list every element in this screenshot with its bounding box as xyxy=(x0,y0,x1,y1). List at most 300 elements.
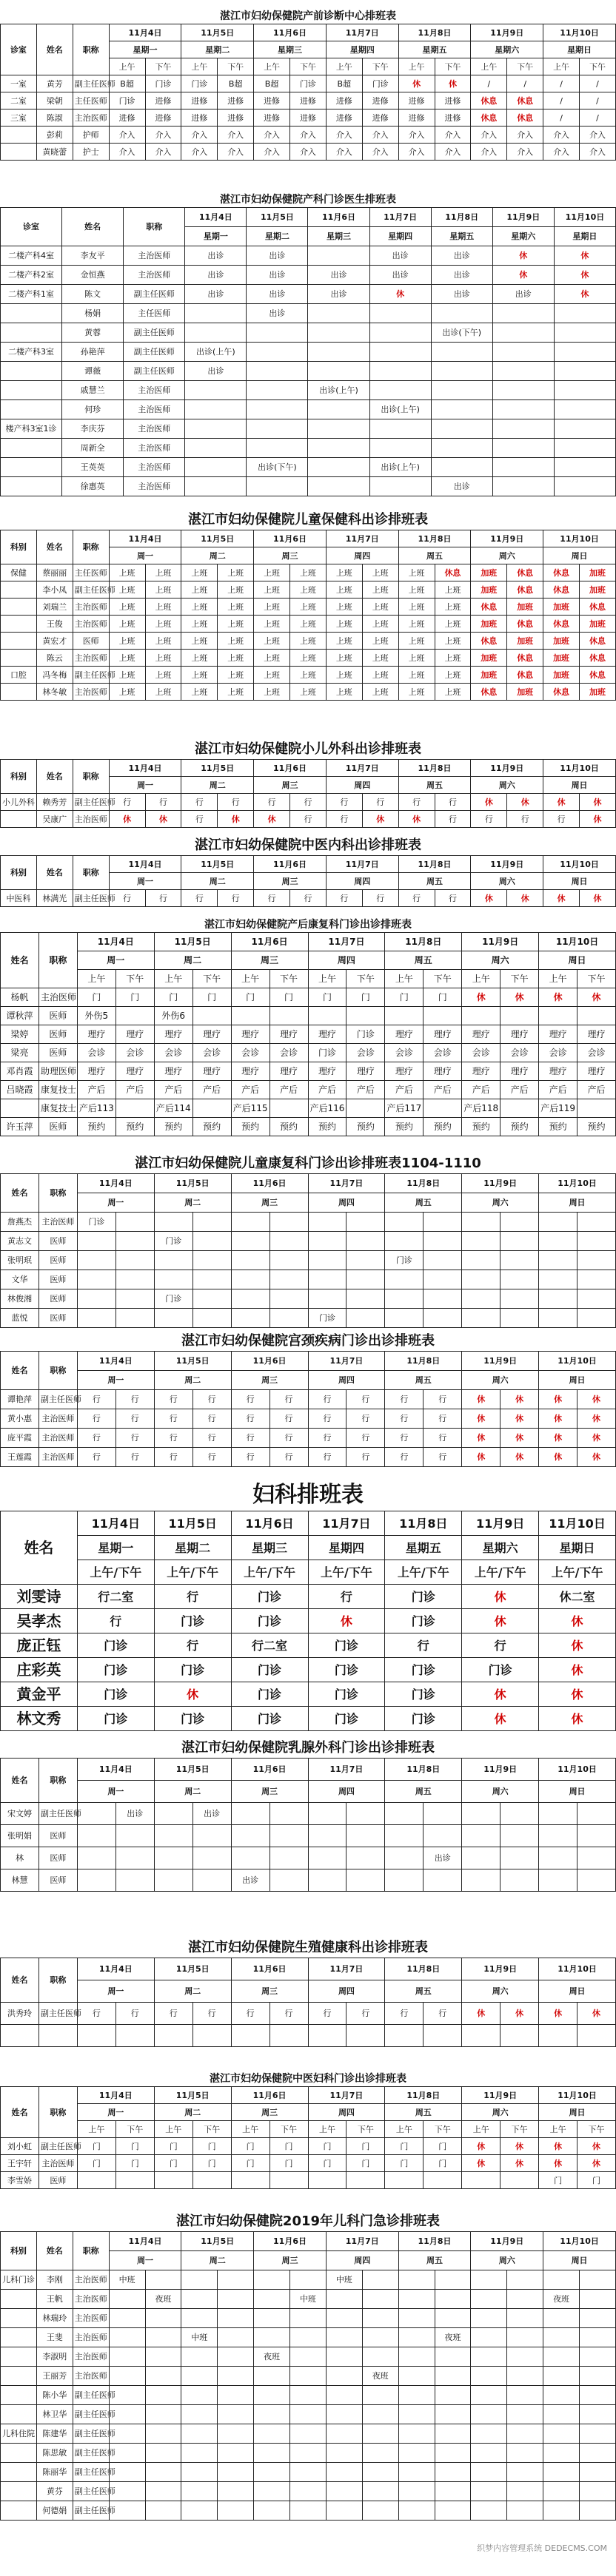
table-cell: 何德娟 xyxy=(36,2501,73,2521)
am-header: 上午 xyxy=(385,2121,424,2138)
table-cell xyxy=(308,1825,346,1847)
table-cell xyxy=(231,1270,270,1289)
table-cell: 二室 xyxy=(1,92,37,109)
table-cell xyxy=(116,2172,154,2189)
table-cell: 上班 xyxy=(109,581,145,599)
date-header: 11月10日 xyxy=(539,1958,616,1980)
table-cell: 行 xyxy=(77,1448,116,1467)
table-cell xyxy=(145,2501,181,2521)
table-cell: / xyxy=(471,75,507,92)
pm-header: 下午 xyxy=(346,970,385,988)
table-cell xyxy=(1,2405,37,2424)
table-cell: 休息 xyxy=(507,616,543,633)
date-header: 11月10日 xyxy=(543,530,616,547)
am-header: 上午 xyxy=(77,970,116,988)
table-cell: 出诊(下午) xyxy=(247,458,308,477)
date-header: 11月8日 xyxy=(385,1174,462,1193)
table-cell: 休 xyxy=(539,1633,616,1658)
table-cell: 行 xyxy=(181,811,218,828)
table-cell: 休 xyxy=(492,266,554,285)
date-header: 11月10日 xyxy=(539,1352,616,1371)
cervical-table xyxy=(0,1351,616,1467)
table-row xyxy=(1,1025,616,1044)
table-cell: 出诊 xyxy=(231,1869,270,1892)
table-row xyxy=(1,1847,616,1869)
table-cell xyxy=(181,2347,218,2367)
table-cell: 林俊湘 xyxy=(1,1289,39,1309)
table-cell: 产后 xyxy=(231,1081,270,1099)
table-cell: 休息 xyxy=(471,633,507,650)
table-cell: 副主任医师 xyxy=(38,1803,77,1825)
table-cell xyxy=(270,2025,308,2047)
table-cell: 产后117 xyxy=(385,1099,424,1118)
table-row xyxy=(1,1390,616,1409)
date-header: 11月5日 xyxy=(154,1511,231,1536)
table-cell xyxy=(192,1213,231,1232)
weekday-header: 周六 xyxy=(462,1781,539,1803)
table-cell: 行 xyxy=(154,1633,231,1658)
table-cell xyxy=(346,2025,385,2047)
table-cell: 进修 xyxy=(145,92,181,109)
pm-header: 下午 xyxy=(424,970,462,988)
table-cell: 门诊 xyxy=(385,1609,462,1633)
table-cell xyxy=(181,2501,218,2521)
table-cell: 理疗 xyxy=(578,1062,616,1081)
table-cell: 上班 xyxy=(218,684,254,701)
table-cell xyxy=(218,2328,254,2347)
weekday-header: 周四 xyxy=(308,1980,385,2003)
table-cell xyxy=(218,2367,254,2386)
table-cell: 詹燕杰 xyxy=(1,1213,39,1232)
table-cell xyxy=(185,381,247,400)
table-row xyxy=(1,2290,616,2309)
table-cell: 预约 xyxy=(385,1118,424,1136)
table-cell xyxy=(154,1803,192,1825)
table-cell xyxy=(116,1309,154,1328)
table-cell xyxy=(507,2290,543,2309)
weekday-header: 周三 xyxy=(254,547,327,564)
table-cell: 王英英 xyxy=(62,458,124,477)
table-cell: 上班 xyxy=(218,633,254,650)
table-row xyxy=(1,2172,616,2189)
table-cell: 介入 xyxy=(326,127,362,144)
table-cell xyxy=(326,2405,362,2424)
table-cell: 夜班 xyxy=(145,2290,181,2309)
table-cell: 主治医师 xyxy=(38,2155,77,2172)
table-cell xyxy=(192,1847,231,1869)
table-row xyxy=(1,2025,616,2047)
weekday-header: 周五 xyxy=(385,1781,462,1803)
table-cell: / xyxy=(543,75,580,92)
table-cell: 会诊 xyxy=(578,1044,616,1062)
table-cell xyxy=(308,1007,346,1025)
table-cell: 上班 xyxy=(218,616,254,633)
table-cell: 会诊 xyxy=(462,1044,500,1062)
table-cell xyxy=(462,2172,500,2189)
table-cell xyxy=(181,2463,218,2482)
table-cell: 二楼产科2室 xyxy=(1,266,62,285)
table-cell xyxy=(270,1825,308,1847)
date-header: 11月4日 xyxy=(77,1174,154,1193)
table-cell: 加班 xyxy=(471,650,507,667)
tcm-section xyxy=(0,836,616,907)
table-cell: 加班 xyxy=(580,564,616,581)
table-cell: 休息 xyxy=(507,581,543,599)
table-cell: 冯冬梅 xyxy=(36,667,73,684)
table-cell xyxy=(270,1251,308,1270)
table-cell: 黄宏才 xyxy=(36,633,73,650)
date-header: 11月10日 xyxy=(543,2232,616,2251)
table-row xyxy=(1,1707,616,1731)
table-cell: 医师 xyxy=(38,1118,77,1136)
table-cell: 行 xyxy=(308,1409,346,1429)
header-row xyxy=(1,951,616,970)
table-cell: 蓝悦 xyxy=(1,1309,39,1328)
table-cell: 理疗 xyxy=(462,1062,500,1081)
breast-section xyxy=(0,1739,616,1892)
table-cell: 出诊 xyxy=(185,285,247,304)
table-cell: 休 xyxy=(539,1609,616,1633)
table-cell xyxy=(471,2463,507,2482)
table-cell: 孙艳萍 xyxy=(62,343,124,362)
table-cell xyxy=(192,1270,231,1289)
table-cell: 行 xyxy=(116,1409,154,1429)
table-cell: 休息 xyxy=(580,667,616,684)
table-cell xyxy=(462,1309,500,1328)
table-cell: 黄志文 xyxy=(1,1232,39,1251)
table-cell xyxy=(1,304,62,323)
table-cell xyxy=(308,1869,346,1892)
table-cell: 主治医师 xyxy=(73,2309,109,2328)
weekday-header: 周二 xyxy=(181,873,254,890)
table-cell xyxy=(385,1213,424,1232)
table-cell: 中医科 xyxy=(1,890,37,907)
am-header: 上午 xyxy=(398,58,435,75)
weekday-header: 周六 xyxy=(462,2104,539,2121)
table-cell: 门诊 xyxy=(308,1658,385,1682)
date-header: 11月5日 xyxy=(154,2087,231,2104)
table-cell xyxy=(462,1289,500,1309)
table-cell: 医师 xyxy=(38,1289,77,1309)
table-cell xyxy=(231,1251,270,1270)
table-row xyxy=(1,1062,616,1081)
column-header: 姓名 xyxy=(1,933,39,988)
table-cell: 介入 xyxy=(435,144,471,161)
table-cell: 介入 xyxy=(290,127,327,144)
table-row xyxy=(1,2155,616,2172)
table-cell xyxy=(507,2386,543,2405)
table-cell: 预约 xyxy=(192,1118,231,1136)
table-cell: 预约 xyxy=(231,1118,270,1136)
table-cell: 副主任医师 xyxy=(38,1390,77,1409)
table-cell: 休 xyxy=(462,1682,539,1707)
table-cell: B超 xyxy=(218,75,254,92)
table-cell: 上班 xyxy=(181,581,218,599)
table-cell xyxy=(424,2025,462,2047)
date-header: 11月8日 xyxy=(398,24,471,41)
table-cell xyxy=(145,2463,181,2482)
table-cell: 上班 xyxy=(398,667,435,684)
table-cell xyxy=(77,1309,116,1328)
table-cell: 主治医师 xyxy=(124,266,185,285)
table-cell xyxy=(109,2367,145,2386)
table-row xyxy=(1,988,616,1007)
table-cell: 休 xyxy=(580,890,616,907)
pm-header: 下午 xyxy=(578,2121,616,2138)
table-cell xyxy=(270,1847,308,1869)
table-cell: 陈思敏 xyxy=(36,2444,73,2463)
column-header: 职称 xyxy=(73,856,109,890)
cervical-section xyxy=(0,1332,616,1467)
table-cell: 邓肖霞 xyxy=(1,1062,39,1081)
table-cell xyxy=(346,1099,385,1118)
table-cell: 三室 xyxy=(1,109,37,127)
column-header: 诊室 xyxy=(1,208,62,246)
header-row xyxy=(1,1511,616,1536)
table-cell: 行 xyxy=(116,1390,154,1409)
table-cell xyxy=(580,2424,616,2444)
table-cell xyxy=(554,323,615,343)
table-cell xyxy=(462,1825,500,1847)
weekday-header: 周三 xyxy=(231,1371,308,1390)
table-cell: 门诊 xyxy=(77,1682,154,1707)
section-title: 湛江市妇幼保健院产后康复科门诊出诊排班表 xyxy=(204,919,412,931)
table-cell: 上班 xyxy=(362,616,398,633)
table-cell xyxy=(539,1847,578,1869)
table-cell: 产后 xyxy=(462,1081,500,1099)
table-cell xyxy=(308,439,369,458)
table-cell xyxy=(539,1251,578,1270)
table-cell xyxy=(424,1289,462,1309)
table-cell: 上班 xyxy=(326,564,362,581)
table-cell: 门诊 xyxy=(308,1682,385,1707)
table-cell: 产后 xyxy=(154,1081,192,1099)
table-cell: B超 xyxy=(326,75,362,92)
table-cell: 介入 xyxy=(254,127,290,144)
table-cell xyxy=(578,1803,616,1825)
table-cell xyxy=(218,2501,254,2521)
table-cell xyxy=(346,2172,385,2189)
table-cell: 理疗 xyxy=(116,1025,154,1044)
table-row xyxy=(1,2309,616,2328)
reproductive-table xyxy=(0,1958,616,2047)
table-cell: 上班 xyxy=(290,633,327,650)
table-cell xyxy=(1,127,37,144)
table-cell xyxy=(435,2386,471,2405)
table-cell: 休 xyxy=(580,794,616,811)
table-cell xyxy=(500,1847,539,1869)
table-cell: 进修 xyxy=(254,109,290,127)
table-cell: 张明娟 xyxy=(1,1825,39,1847)
table-cell xyxy=(362,2309,398,2328)
table-row xyxy=(1,616,616,633)
table-row xyxy=(1,1270,616,1289)
table-cell xyxy=(308,343,369,362)
table-cell: 会诊 xyxy=(154,1044,192,1062)
table-cell: 介入 xyxy=(398,127,435,144)
table-cell xyxy=(1,2463,37,2482)
table-cell xyxy=(500,2025,539,2047)
doctor-name: 庞正钰 xyxy=(1,1633,78,1658)
table-cell: / xyxy=(580,109,616,127)
table-cell: 行 xyxy=(154,1448,192,1467)
table-cell: 副主任医师 xyxy=(73,2405,109,2424)
date-header: 11月4日 xyxy=(109,2232,181,2251)
table-cell: 主治医师 xyxy=(73,811,109,828)
weekday-header: 周三 xyxy=(231,951,308,970)
table-cell xyxy=(543,2501,580,2521)
table-cell xyxy=(109,2290,145,2309)
am-header: 上午 xyxy=(471,58,507,75)
table-cell: 上班 xyxy=(181,650,218,667)
table-cell xyxy=(254,2270,290,2290)
table-cell xyxy=(500,1007,539,1025)
table-cell: 休 xyxy=(554,246,615,266)
table-cell: 产后 xyxy=(270,1081,308,1099)
table-cell: 陈建华 xyxy=(36,2424,73,2444)
table-row xyxy=(1,2367,616,2386)
table-cell: 介入 xyxy=(145,144,181,161)
table-cell: 行 xyxy=(181,890,218,907)
table-cell: 门诊 xyxy=(154,1658,231,1682)
table-cell xyxy=(308,323,369,343)
pm-header: 下午 xyxy=(145,58,181,75)
header-row xyxy=(1,1193,616,1213)
table-cell: 上班 xyxy=(109,633,145,650)
table-cell: 上班 xyxy=(290,667,327,684)
weekday-header: 星期二 xyxy=(247,227,308,246)
table-cell: 休 xyxy=(500,1429,539,1448)
table-cell: 主治医师 xyxy=(124,477,185,496)
table-cell: 黄晓蕾 xyxy=(36,144,73,161)
table-cell: 行 xyxy=(346,1390,385,1409)
table-cell: 休 xyxy=(462,2138,500,2155)
table-cell: 黄芳 xyxy=(36,75,73,92)
table-cell: 休息 xyxy=(580,599,616,616)
table-cell: 门 xyxy=(346,2138,385,2155)
table-cell: 门诊 xyxy=(362,75,398,92)
weekday-header: 周五 xyxy=(398,873,471,890)
table-cell: 预约 xyxy=(500,1118,539,1136)
table-cell: 介入 xyxy=(507,144,543,161)
table-row xyxy=(1,667,616,684)
table-cell: 理疗 xyxy=(500,1062,539,1081)
table-cell: 进修 xyxy=(218,92,254,109)
table-cell: 行 xyxy=(346,1409,385,1429)
date-header: 11月4日 xyxy=(77,1759,154,1781)
date-header: 11月8日 xyxy=(398,530,471,547)
table-cell: 李友平 xyxy=(62,246,124,266)
tcm-table xyxy=(0,855,616,907)
table-cell: 门诊 xyxy=(385,1707,462,1731)
table-cell: 出诊(上午) xyxy=(369,400,431,419)
table-cell: 门 xyxy=(539,2172,578,2189)
table-cell xyxy=(1,400,62,419)
table-cell: 介入 xyxy=(218,144,254,161)
table-cell: 行 xyxy=(77,1390,116,1409)
table-cell: 行 xyxy=(231,2003,270,2025)
table-cell: 上班 xyxy=(362,564,398,581)
table-cell xyxy=(192,1251,231,1270)
table-cell xyxy=(145,2482,181,2501)
table-cell xyxy=(77,1232,116,1251)
date-header: 11月4日 xyxy=(109,24,181,41)
table-cell: 行 xyxy=(471,811,507,828)
child-rehab-table xyxy=(0,1173,616,1328)
table-row xyxy=(1,2501,616,2521)
table-cell: 上班 xyxy=(435,599,471,616)
table-cell xyxy=(398,2405,435,2424)
table-row xyxy=(1,1118,616,1136)
date-header: 11月8日 xyxy=(398,856,471,873)
date-header: 11月6日 xyxy=(231,2087,308,2104)
table-cell: 主治医师 xyxy=(124,439,185,458)
table-cell: 出诊 xyxy=(247,304,308,323)
table-cell: 出诊 xyxy=(116,1803,154,1825)
table-cell xyxy=(154,1213,192,1232)
table-cell: 上班 xyxy=(254,599,290,616)
table-cell: 休 xyxy=(398,75,435,92)
table-cell: 门诊 xyxy=(308,1309,346,1328)
table-cell: 主治医师 xyxy=(73,2347,109,2367)
table-cell: 王宇轩 xyxy=(1,2155,39,2172)
date-header: 11月5日 xyxy=(154,1759,231,1781)
date-header: 11月5日 xyxy=(247,208,308,227)
table-cell xyxy=(1,362,62,381)
table-cell xyxy=(554,419,615,439)
table-cell: 黄小惠 xyxy=(1,1409,39,1429)
table-cell: 主治医师 xyxy=(38,1213,77,1232)
table-cell: 主治医师 xyxy=(38,1448,77,1467)
table-cell: 进修 xyxy=(181,109,218,127)
table-cell xyxy=(116,1847,154,1869)
table-cell: 上班 xyxy=(109,650,145,667)
header-row xyxy=(1,2121,616,2138)
section-title: 湛江市妇幼保健院小儿外科出诊排班表 xyxy=(195,741,421,757)
table-cell: 上班 xyxy=(398,581,435,599)
table-cell: 休 xyxy=(462,1429,500,1448)
table-cell xyxy=(145,2424,181,2444)
table-cell xyxy=(145,2405,181,2424)
table-cell: 休 xyxy=(578,1390,616,1409)
table-cell xyxy=(145,2347,181,2367)
pediatric-surgery-table xyxy=(0,759,616,828)
table-row xyxy=(1,890,616,907)
table-cell xyxy=(398,2501,435,2521)
table-cell xyxy=(539,1869,578,1892)
table-cell: 产后 xyxy=(500,1081,539,1099)
table-cell: 门诊 xyxy=(231,1682,308,1707)
table-cell xyxy=(1,599,37,616)
table-cell: 产后 xyxy=(308,1081,346,1099)
table-cell: 休 xyxy=(578,1429,616,1448)
table-cell: 行 xyxy=(181,794,218,811)
table-cell xyxy=(192,1289,231,1309)
table-cell xyxy=(431,439,492,458)
table-cell xyxy=(539,1825,578,1847)
table-cell xyxy=(231,1825,270,1847)
weekday-header: 星期四 xyxy=(326,41,398,58)
table-cell: 介入 xyxy=(543,144,580,161)
table-cell: 门 xyxy=(231,988,270,1007)
table-row xyxy=(1,362,616,381)
table-cell xyxy=(218,2405,254,2424)
table-cell: 上班 xyxy=(290,599,327,616)
weekday-header: 周一 xyxy=(77,1193,154,1213)
table-cell: 门 xyxy=(77,988,116,1007)
obstetrics-table xyxy=(0,207,616,496)
table-cell xyxy=(218,2290,254,2309)
